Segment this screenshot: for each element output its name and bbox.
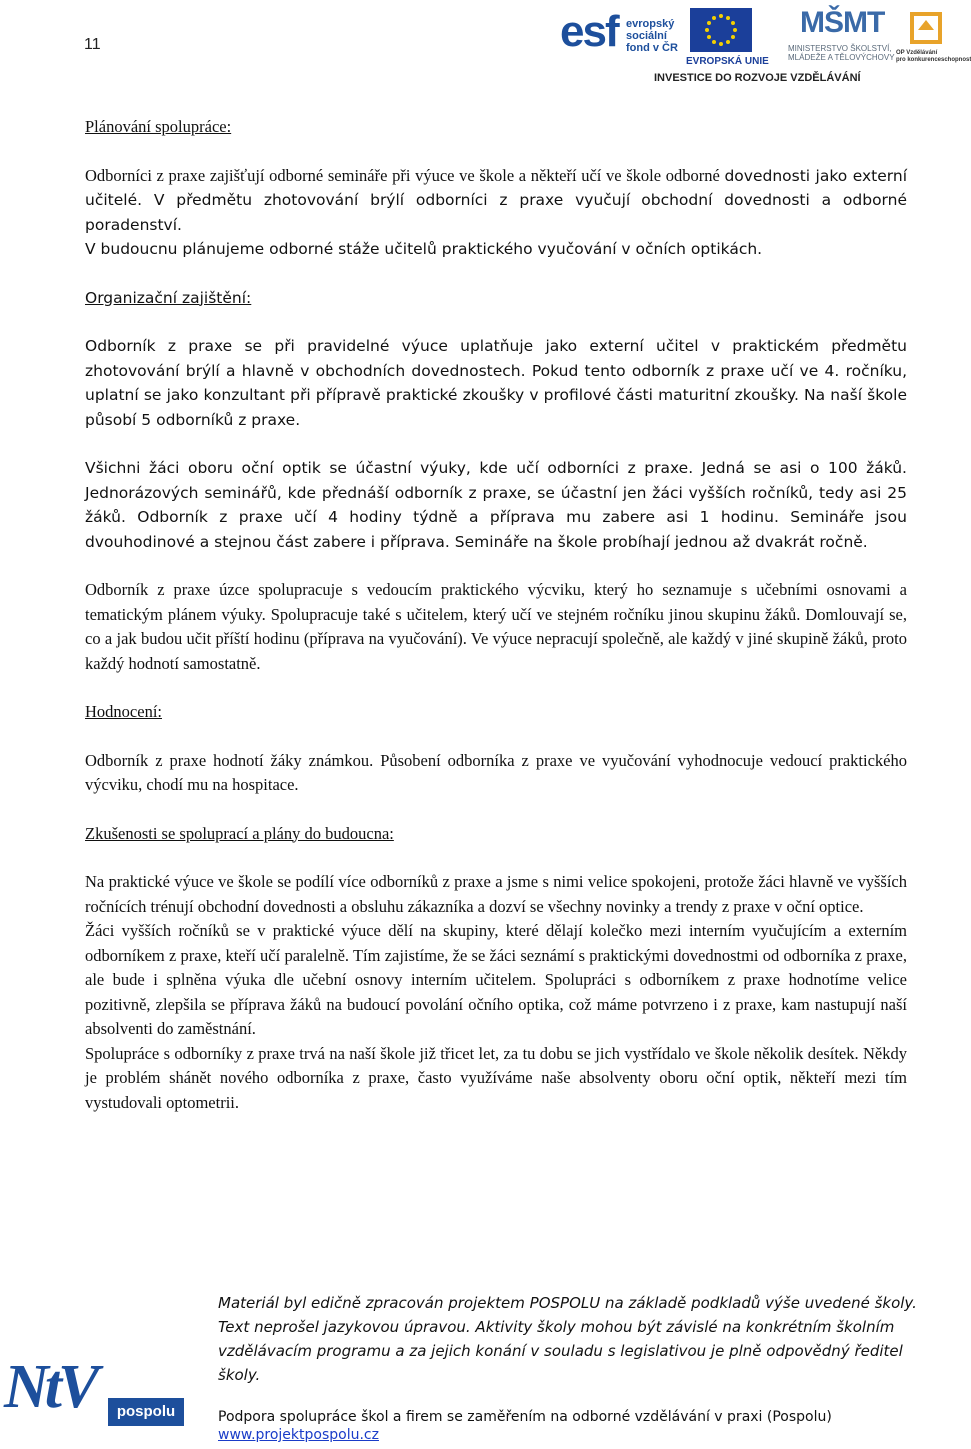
esf-text <box>626 18 678 54</box>
op-text-line: OP Vzdělávání <box>896 50 938 56</box>
msmt-text <box>788 44 895 62</box>
esf-mark: esf <box>560 7 618 56</box>
project-website-link[interactable]: www.projektpospolu.cz <box>218 1427 379 1443</box>
paragraph: V budoucnu plánujeme odborné stáže učitelů praktického vyučování v očních optikách. <box>85 240 763 258</box>
esf-text-line: fond v ČR <box>626 42 678 54</box>
paragraph <box>85 164 907 238</box>
paragraph: Odborník z praxe se při pravidelné výuce uplatňuje jako externí učitel v praktickém předmětu zhotovování brýlí a hlavně v obchodních dovednostech. Pokud tento odborník z praxe učí ve 4. ročníku, uplatní se jako konzultant při přípravě praktické zkoušky v profilové části maturitní zkoušky. Na naší škole působí 5 odborníků z praxe. <box>85 337 907 429</box>
paragraph: Všichni žáci oboru oční optik se účastní výuky, kde učí odborníci z praxe. Jedná se asi o 100 žáků. Jednorázových seminářů, kde přednáší odborník z praxe, se účastní jen žáci vyšších ročníků, tedy asi 25 žáků. Odborník z praxe učí 4 hodiny týdně a příprava mu zabere asi 1 hodinu. Semináře jsou dvouhodinové a stejnou část zabere i příprava. Semináře na škole probíhají jednou až dvakrát ročně. <box>85 459 907 551</box>
header-logos <box>560 6 971 88</box>
msmt-mark: MŠMT <box>800 6 885 39</box>
section-heading: Organizační zajištění: <box>85 288 252 307</box>
eu-caption: EVROPSKÁ UNIE <box>686 56 769 67</box>
pospolu-logo <box>4 1352 184 1430</box>
op-vk-icon <box>906 8 946 48</box>
section-heading: Hodnocení: <box>85 702 162 721</box>
msmt-text-line: MLÁDEŽE A TĚLOVÝCHOVY <box>788 53 895 62</box>
section-heading: Zkušenosti se spoluprací a plány do budoucna: <box>85 823 394 843</box>
paragraph: Na praktické výuce ve škole se podílí více odborníků z praxe a jsme s nimi velice spokojeni, protože žáci hlavně ve vyšších ročnících trénují obchodní dovednosti a obsluhu zákazníka a dozví se všechny novinky a trendy z praxe v oční optice. <box>85 872 907 916</box>
paragraph: Spolupráce s odborníky z praxe trvá na naší škole již třicet let, za tu dobu se jich vystřídalo ve škole několik desítek. Někdy je problém shánět nového odborníka z praxe, často využíváme naše absolventy oboru oční optik, někteří mezi tím vystudovali optometrii. <box>85 1043 907 1112</box>
ntv-mark: NtV <box>4 1353 96 1421</box>
paragraph-line: Odborníci z praxe zajišťují odborné semináře při výuce ve škole a někteří učí ve škole odborné <box>85 165 720 185</box>
pospolu-name: pospolu <box>108 1398 184 1426</box>
paragraph-line: obchodní dovednosti a odborné poradenství. <box>85 191 908 234</box>
page-number: 11 <box>84 36 101 53</box>
msmt-logo <box>788 6 895 66</box>
paragraph: Odborník z praxe úzce spolupracuje s vedoucím praktického výcviku, který ho seznamuje s učebními osnovami a tematickým plánem výuky. Spolupracuje také s učitelem, který učí ve stejném ročníku jinou skupinu žáků. Domlouvají se, co a jak budou učit příští hodinu (příprava na vyučování). Ve výuce nepracují společně, ale každý v jiné skupině žáků, proto každý hodnotí samostatně. <box>85 580 907 673</box>
esf-text-line: evropský <box>626 18 675 30</box>
op-text-line: pro konkurenceschopnost <box>896 57 971 63</box>
section-heading: Plánování spolupráce: <box>85 117 232 136</box>
document-body <box>85 115 907 1139</box>
investice-tagline: INVESTICE DO ROZVOJE VZDĚLÁVÁNÍ <box>654 72 861 84</box>
esf-logo <box>560 6 685 68</box>
esf-text-line: sociální <box>626 30 667 42</box>
paragraph: Odborník z praxe hodnotí žáky známkou. Působení odborníka z praxe ve vyučování vyhodnocuje vedoucí praktického výcviku, chodí mu na hospitace. <box>85 750 907 794</box>
eu-flag-icon <box>690 8 752 52</box>
footer-disclaimer: Materiál byl edičně zpracován projektem POSPOLU na základě podkladů výše uvedené školy. Text neprošel jazykovou úpravou. Aktivity školy mohou být závislé na konkrétním školním vzdělávacím programu a za jejich konání v souladu s legislativou je plně odpovědný ředitel školy. <box>218 1294 917 1384</box>
op-text <box>896 50 971 64</box>
op-vk-logo <box>896 6 971 68</box>
paragraph-line: dovednosti jako externí učitelé. V předmětu zhotovování brýlí odborníci z praxe vyučují <box>85 166 907 209</box>
msmt-text-line: MINISTERSTVO ŠKOLSTVÍ, <box>788 44 892 53</box>
footer-support-text: Podpora spolupráce škol a firem se zaměřením na odborné vzdělávání v praxi (Pospolu) <box>218 1409 832 1425</box>
paragraph: Žáci vyšších ročníků se v praktické výuce dělí na skupiny, které dělají kolečko mezi interním vyučujícím a externím odborníkem z praxe, kteří učí paralelně. Tím zajistíme, že se žáci seznámí s praktickými dovednostmi od odborníka z praxe, ale bude i splněna výuka dle učební osnovy interním učitelem. Spolupráci s odborníkem z praxe hodnotíme velice pozitivně, zlepšila se příprava žáků na budoucí povolání očního optika, což máme potvrzeno i z praxe, kam nastupují naší absolventi do zaměstnání. <box>85 921 907 1038</box>
